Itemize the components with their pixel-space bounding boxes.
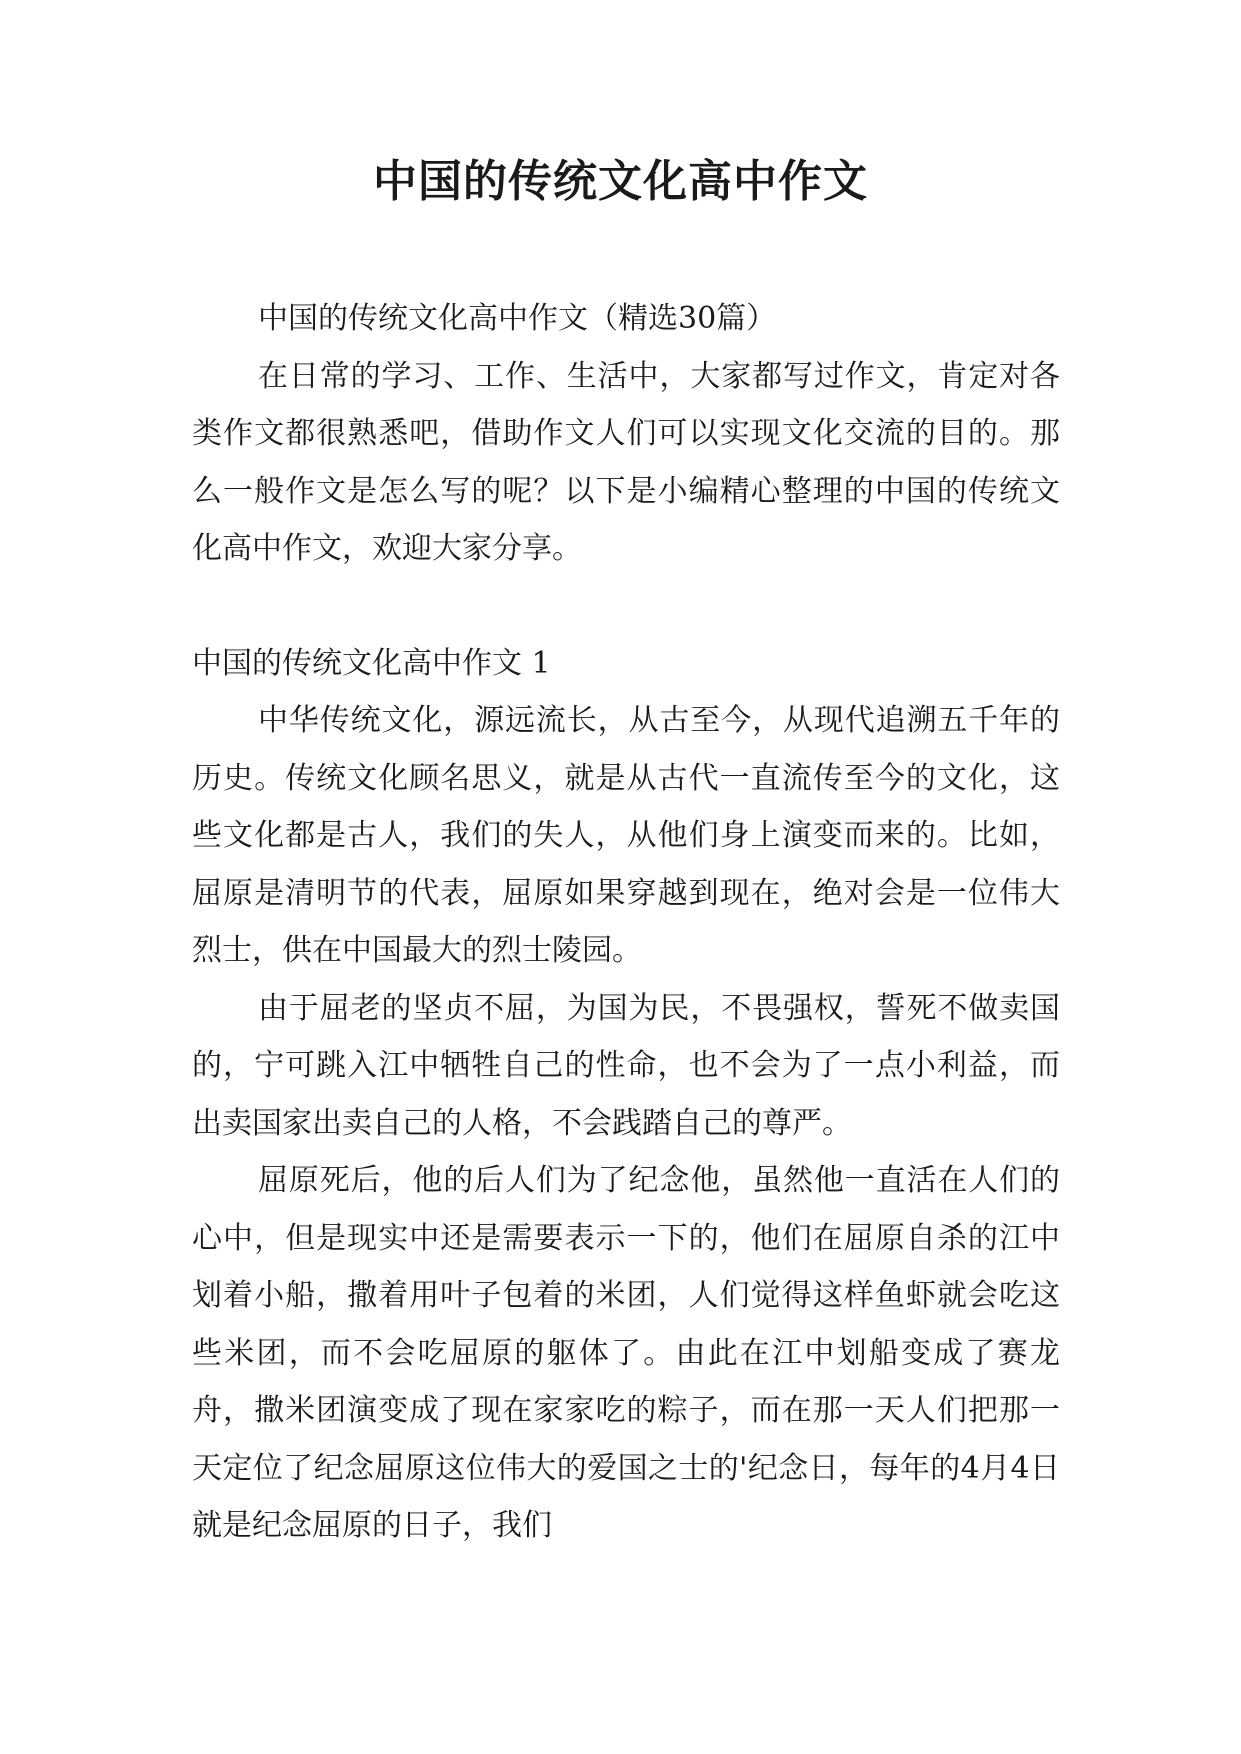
section-spacer	[192, 578, 1060, 635]
document-title: 中国的传统文化高中作文	[373, 156, 868, 207]
body-paragraph: 屈原死后，他的后人们为了纪念他，虽然他一直活在人们的心中，但是现实中还是需要表示一下的，他们在屈原自杀的江中划着小船，撒着用叶子包着的米团，人们觉得这样鱼虾就会吃这些米团，而不会吃屈原的躯体了。由此在江中划船变成了赛龙舟，撒米团演变成了现在家家吃的粽子，而在那一天人们把那一天定位了纪念屈原这位伟大的爱国之士的'纪念日，每年的4月4日就是纪念屈原的日子，我们	[192, 1163, 1060, 1543]
document-subtitle: 中国的传统文化高中作文（精选30篇）	[258, 301, 777, 336]
body-paragraph: 由于屈老的坚贞不屈，为国为民，不畏强权，誓死不做卖国的，宁可跳入江中牺牲自己的性命，也不会为了一点小利益，而出卖国家出卖自己的人格，不会践踏自己的尊严。	[192, 990, 1060, 1141]
section-heading: 中国的传统文化高中作文 1	[192, 645, 551, 681]
body-paragraph: 中华传统文化，源远流长，从古至今，从现代追溯五千年的历史。传统文化顾名思义，就是从古代一直流传至今的文化，这些文化都是古人，我们的失人，从他们身上演变而来的。比如，屈原是清明节的代表，屈原如果穿越到现在，绝对会是一位伟大烈士，供在中国最大的烈士陵园。	[192, 703, 1060, 968]
intro-paragraph: 在日常的学习、工作、生活中，大家都写过作文，肯定对各类作文都很熟悉吧，借助作文人们可以实现文化交流的目的。那么一般作文是怎么写的呢？以下是小编精心整理的中国的传统文化高中作文，欢迎大家分享。	[192, 358, 1060, 566]
document-body	[192, 290, 1060, 1555]
